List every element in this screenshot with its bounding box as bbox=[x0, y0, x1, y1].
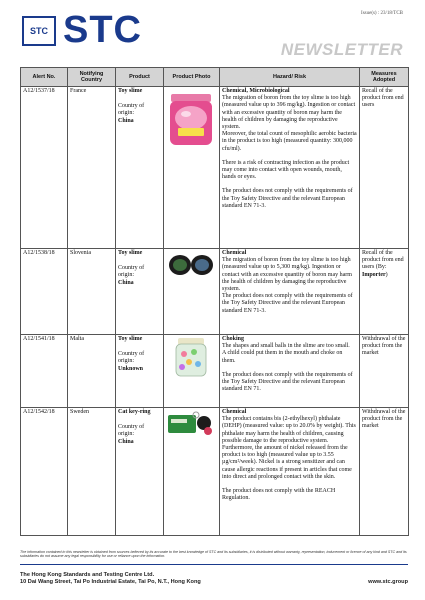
newsletter-title: NEWSLETTER bbox=[280, 40, 403, 59]
hazard-text: The product does not comply with the requirements of the Toy Safety Directive and the relevant European standard EN 71-3. bbox=[222, 188, 353, 209]
col-header-measures: Measures Adopted bbox=[360, 68, 409, 87]
hazard-text: The shapes and small balls in the slime are too small. bbox=[222, 343, 350, 350]
stc-logo-text: STC bbox=[63, 9, 142, 51]
product-name: Toy slime bbox=[118, 336, 143, 342]
product-name: Cat key-ring bbox=[118, 409, 151, 415]
alert-number: A12/1537/18 bbox=[21, 87, 68, 249]
product-photo bbox=[164, 335, 220, 408]
product-cell bbox=[116, 249, 164, 335]
hazard-cell bbox=[220, 408, 360, 536]
hazard-cell bbox=[220, 335, 360, 408]
logo-mark-text: STC bbox=[30, 26, 48, 36]
slime-pots-photo bbox=[166, 250, 216, 280]
hazard-text: The migration of boron from the toy slime is too high (measured value up to 396 mg/kg). Ingestion or contact with an excessive quantity of boron may harm the health of children by damaging the reproductive system. bbox=[222, 95, 356, 131]
measures-adopted: Withdrawal of the product from the market bbox=[360, 335, 409, 408]
hazard-text: The migration of boron from the toy slime is too high (measured value up to 5,300 mg/kg). Ingestion or contact with an excessive quantity of boron may harm the health of children by damaging the reproductive system. bbox=[222, 257, 352, 293]
origin-label: Country of origin: bbox=[118, 424, 145, 438]
notifying-country: France bbox=[68, 87, 116, 249]
table-row bbox=[21, 408, 409, 536]
origin-value: China bbox=[118, 117, 134, 124]
measures-text: Recall of the product from end users (By: bbox=[362, 250, 404, 271]
col-header-hazard: Hazard/ Risk bbox=[220, 68, 360, 87]
alerts-table bbox=[20, 67, 409, 536]
col-header-country: Notifying Country bbox=[68, 68, 116, 87]
measures-adopted bbox=[360, 249, 409, 335]
product-name: Toy slime bbox=[118, 250, 143, 256]
measures-adopted: Withdrawal of the product from the market bbox=[360, 408, 409, 536]
product-photo bbox=[164, 249, 220, 335]
hazard-type: Choking bbox=[222, 336, 245, 342]
footer-company bbox=[20, 572, 201, 586]
hazard-cell bbox=[220, 87, 360, 249]
cat-keyring-photo bbox=[166, 409, 216, 439]
col-header-product: Product bbox=[116, 68, 164, 87]
hazard-text: The product contains bis (2-ethylhexyl) phthalate (DEHP) (measured value: up to 20.0% by weight). This phthalate may harm the health of children, causing possible damage to the reproductive system. bbox=[222, 416, 356, 444]
disclaimer-note: The information contained in this newsletter is obtained from sources believed by its accurate to the best knowledge of STC and its subsidiaries, it is distributed without warranty, representation, inducement or licence of any kind and STC and its subsidiaries do not assume any legal responsibility for use or reliance upon the information. bbox=[20, 550, 407, 559]
product-cell bbox=[116, 87, 164, 249]
measures-by: Importer bbox=[362, 271, 386, 278]
col-header-photo: Product Photo bbox=[164, 68, 220, 87]
origin-label: Country of origin: bbox=[118, 265, 145, 279]
measures-adopted: Recall of the product from end users bbox=[360, 87, 409, 249]
hazard-text: A child could put them in the mouth and choke on them. bbox=[222, 350, 343, 364]
table-row bbox=[21, 249, 409, 335]
company-address: 10 Dai Wang Street, Tai Po Industrial Estate, Tai Po, N.T., Hong Kong bbox=[20, 579, 201, 585]
product-photo bbox=[164, 408, 220, 536]
origin-value: China bbox=[118, 438, 134, 445]
origin-label: Country of origin: bbox=[118, 103, 145, 117]
issue-number: Issue(s) : 23/18/TCB bbox=[361, 11, 403, 16]
page-header bbox=[0, 0, 425, 60]
hazard-type: Chemical bbox=[222, 250, 247, 256]
hazard-text: The product does not comply with the requirements of the Toy Safety Directive and the relevant European standard EN 71-3. bbox=[222, 293, 353, 314]
notifying-country: Malta bbox=[68, 335, 116, 408]
slime-jar-photo bbox=[166, 336, 216, 380]
origin-value: Unknown bbox=[118, 365, 144, 372]
hazard-text: Moreover, the total count of mesophilic aerobic bacteria in the product is too high (measured quantity: 300,000 cfu/ml). bbox=[222, 131, 357, 152]
measures-close: ) bbox=[385, 271, 388, 278]
hazard-cell bbox=[220, 249, 360, 335]
alert-number: A12/1542/18 bbox=[21, 408, 68, 536]
origin-label: Country of origin: bbox=[118, 351, 145, 365]
col-header-alert: Alert No. bbox=[21, 68, 68, 87]
alert-number: A12/1541/18 bbox=[21, 335, 68, 408]
hazard-type: Chemical bbox=[222, 409, 247, 415]
company-name: The Hong Kong Standards and Testing Centre Ltd. bbox=[20, 572, 155, 578]
footer-divider bbox=[20, 564, 408, 565]
hazard-text: There is a risk of contracting infection as the product may come into contact with open wounds, mouth, hands or eyes. bbox=[222, 159, 350, 181]
table-row bbox=[21, 87, 409, 249]
hazard-text: The product does not comply with the REACH Regulation. bbox=[222, 488, 336, 502]
slime-tub-photo bbox=[166, 88, 216, 152]
product-name: Toy slime bbox=[118, 88, 143, 94]
website-link[interactable]: www.stc.group bbox=[368, 579, 408, 585]
notifying-country: Slovenia bbox=[68, 249, 116, 335]
stc-logo-mark bbox=[22, 16, 56, 46]
product-photo bbox=[164, 87, 220, 249]
table-row bbox=[21, 335, 409, 408]
hazard-text: The product does not comply with the requirements of the Toy Safety Directive and the relevant European standard EN 71. bbox=[222, 371, 353, 393]
table-header-row bbox=[21, 68, 409, 87]
notifying-country: Sweden bbox=[68, 408, 116, 536]
hazard-type: Chemical, Microbiological bbox=[222, 88, 290, 94]
alert-number: A12/1538/18 bbox=[21, 249, 68, 335]
hazard-text: Furthermore, the amount of nickel released from the product is too high (measured value up to 3.55 µg/cm²/week). Nickel is a strong sensitizer and can cause allergic reactions if present in articles that come into direct and prolonged contact with the skin. bbox=[222, 445, 352, 480]
origin-value: China bbox=[118, 279, 134, 286]
product-cell bbox=[116, 335, 164, 408]
product-cell bbox=[116, 408, 164, 536]
